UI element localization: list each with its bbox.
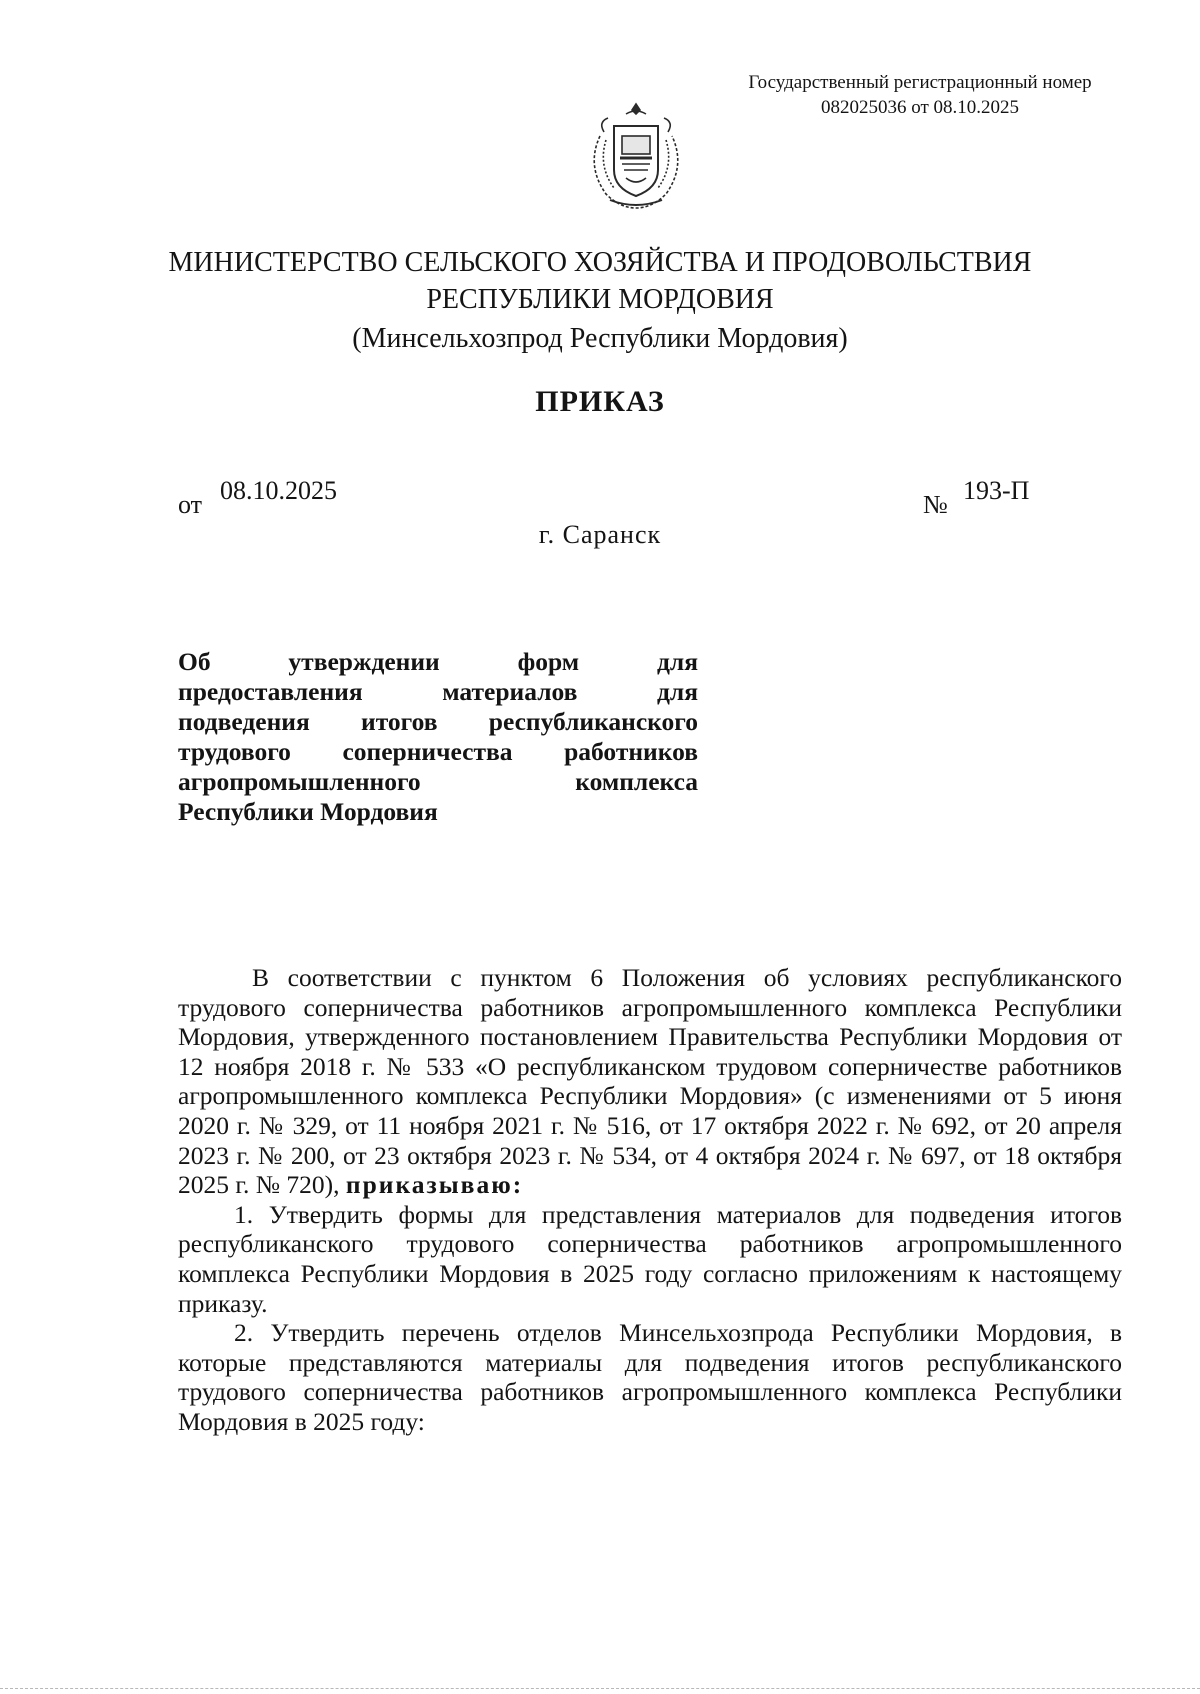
subject-line: подведения итогов республиканского — [178, 707, 698, 736]
scan-edge-divider — [0, 1688, 1200, 1689]
subject-line: предоставления материалов для — [178, 677, 698, 706]
ministry-short-name: (Минсельхозпрод Республики Мордовия) — [352, 323, 848, 354]
subject-line: трудового соперничества работников — [178, 737, 698, 766]
order-date: 08.10.2025 — [220, 476, 337, 505]
subject-line: Республики Мордовия — [178, 797, 438, 826]
coat-of-arms-emblem-icon — [580, 96, 692, 212]
registration-number-block — [700, 70, 1140, 120]
order-number: 193-П — [963, 476, 1030, 505]
ministry-name-line-2: РЕСПУБЛИКИ МОРДОВИЯ — [426, 284, 774, 315]
order-item-2: 2. Утвердить перечень отделов Минсельхозпрода Республики Мордовия, в которые представляются материалы для подведения итогов республиканского трудового соперничества работников агропромышленного комплекса Республики Мордовия в 2025 году: — [178, 1318, 1122, 1436]
subject-line: Об утверждении форм для — [178, 647, 698, 676]
subject-line: агропромышленного комплекса — [178, 767, 698, 796]
number-label: № — [923, 490, 948, 519]
issuing-city: г. Саранск — [538, 520, 662, 549]
registration-line-2: 082025036 от 08.10.2025 — [820, 97, 1020, 118]
order-item-1: 1. Утвердить формы для представления материалов для подведения итогов республиканского трудового соперничества работников агропромышленного комплекса Республики Мордовия в 2025 году согласно приложениям к настоящему приказу. — [178, 1199, 1122, 1318]
order-body — [178, 963, 1122, 1437]
order-directive-colon: : — [512, 1170, 524, 1200]
registration-line-1: Государственный регистрационный номер — [748, 72, 1092, 93]
date-label: от — [178, 490, 203, 519]
ministry-header — [100, 244, 1100, 357]
ministry-name-line-1: МИНИСТЕРСТВО СЕЛЬСКОГО ХОЗЯЙСТВА И ПРОДОВОЛЬСТВИЯ — [168, 247, 1032, 278]
preamble-text: В соответствии с пунктом 6 Положения об условиях республиканского трудового соперничества работников агропромышленного комплекса Республики Мордовия, утвержденного постановлением Правительства Республики Мордовия от 12 ноября 2018 г. № 533 «О республиканском трудовом соперничестве работников агропромышленного комплекса Республики Мордовия» (с изменениями от 5 июня 2020 г. № 329, от 11 ноября 2021 г. № 516, от 17 октября 2022 г. № 692, от 20 апреля 2023 г. № 200, от 23 октября 2023 г. № 534, от 4 октября 2024 г. № 697, от 18 октября 2025 г. № 720), — [178, 963, 1122, 1200]
document-type-title: ПРИКАЗ — [535, 385, 665, 418]
order-directive-word: приказываю — [345, 1170, 513, 1200]
preamble-paragraph — [178, 963, 1122, 1200]
order-subject — [178, 647, 698, 827]
